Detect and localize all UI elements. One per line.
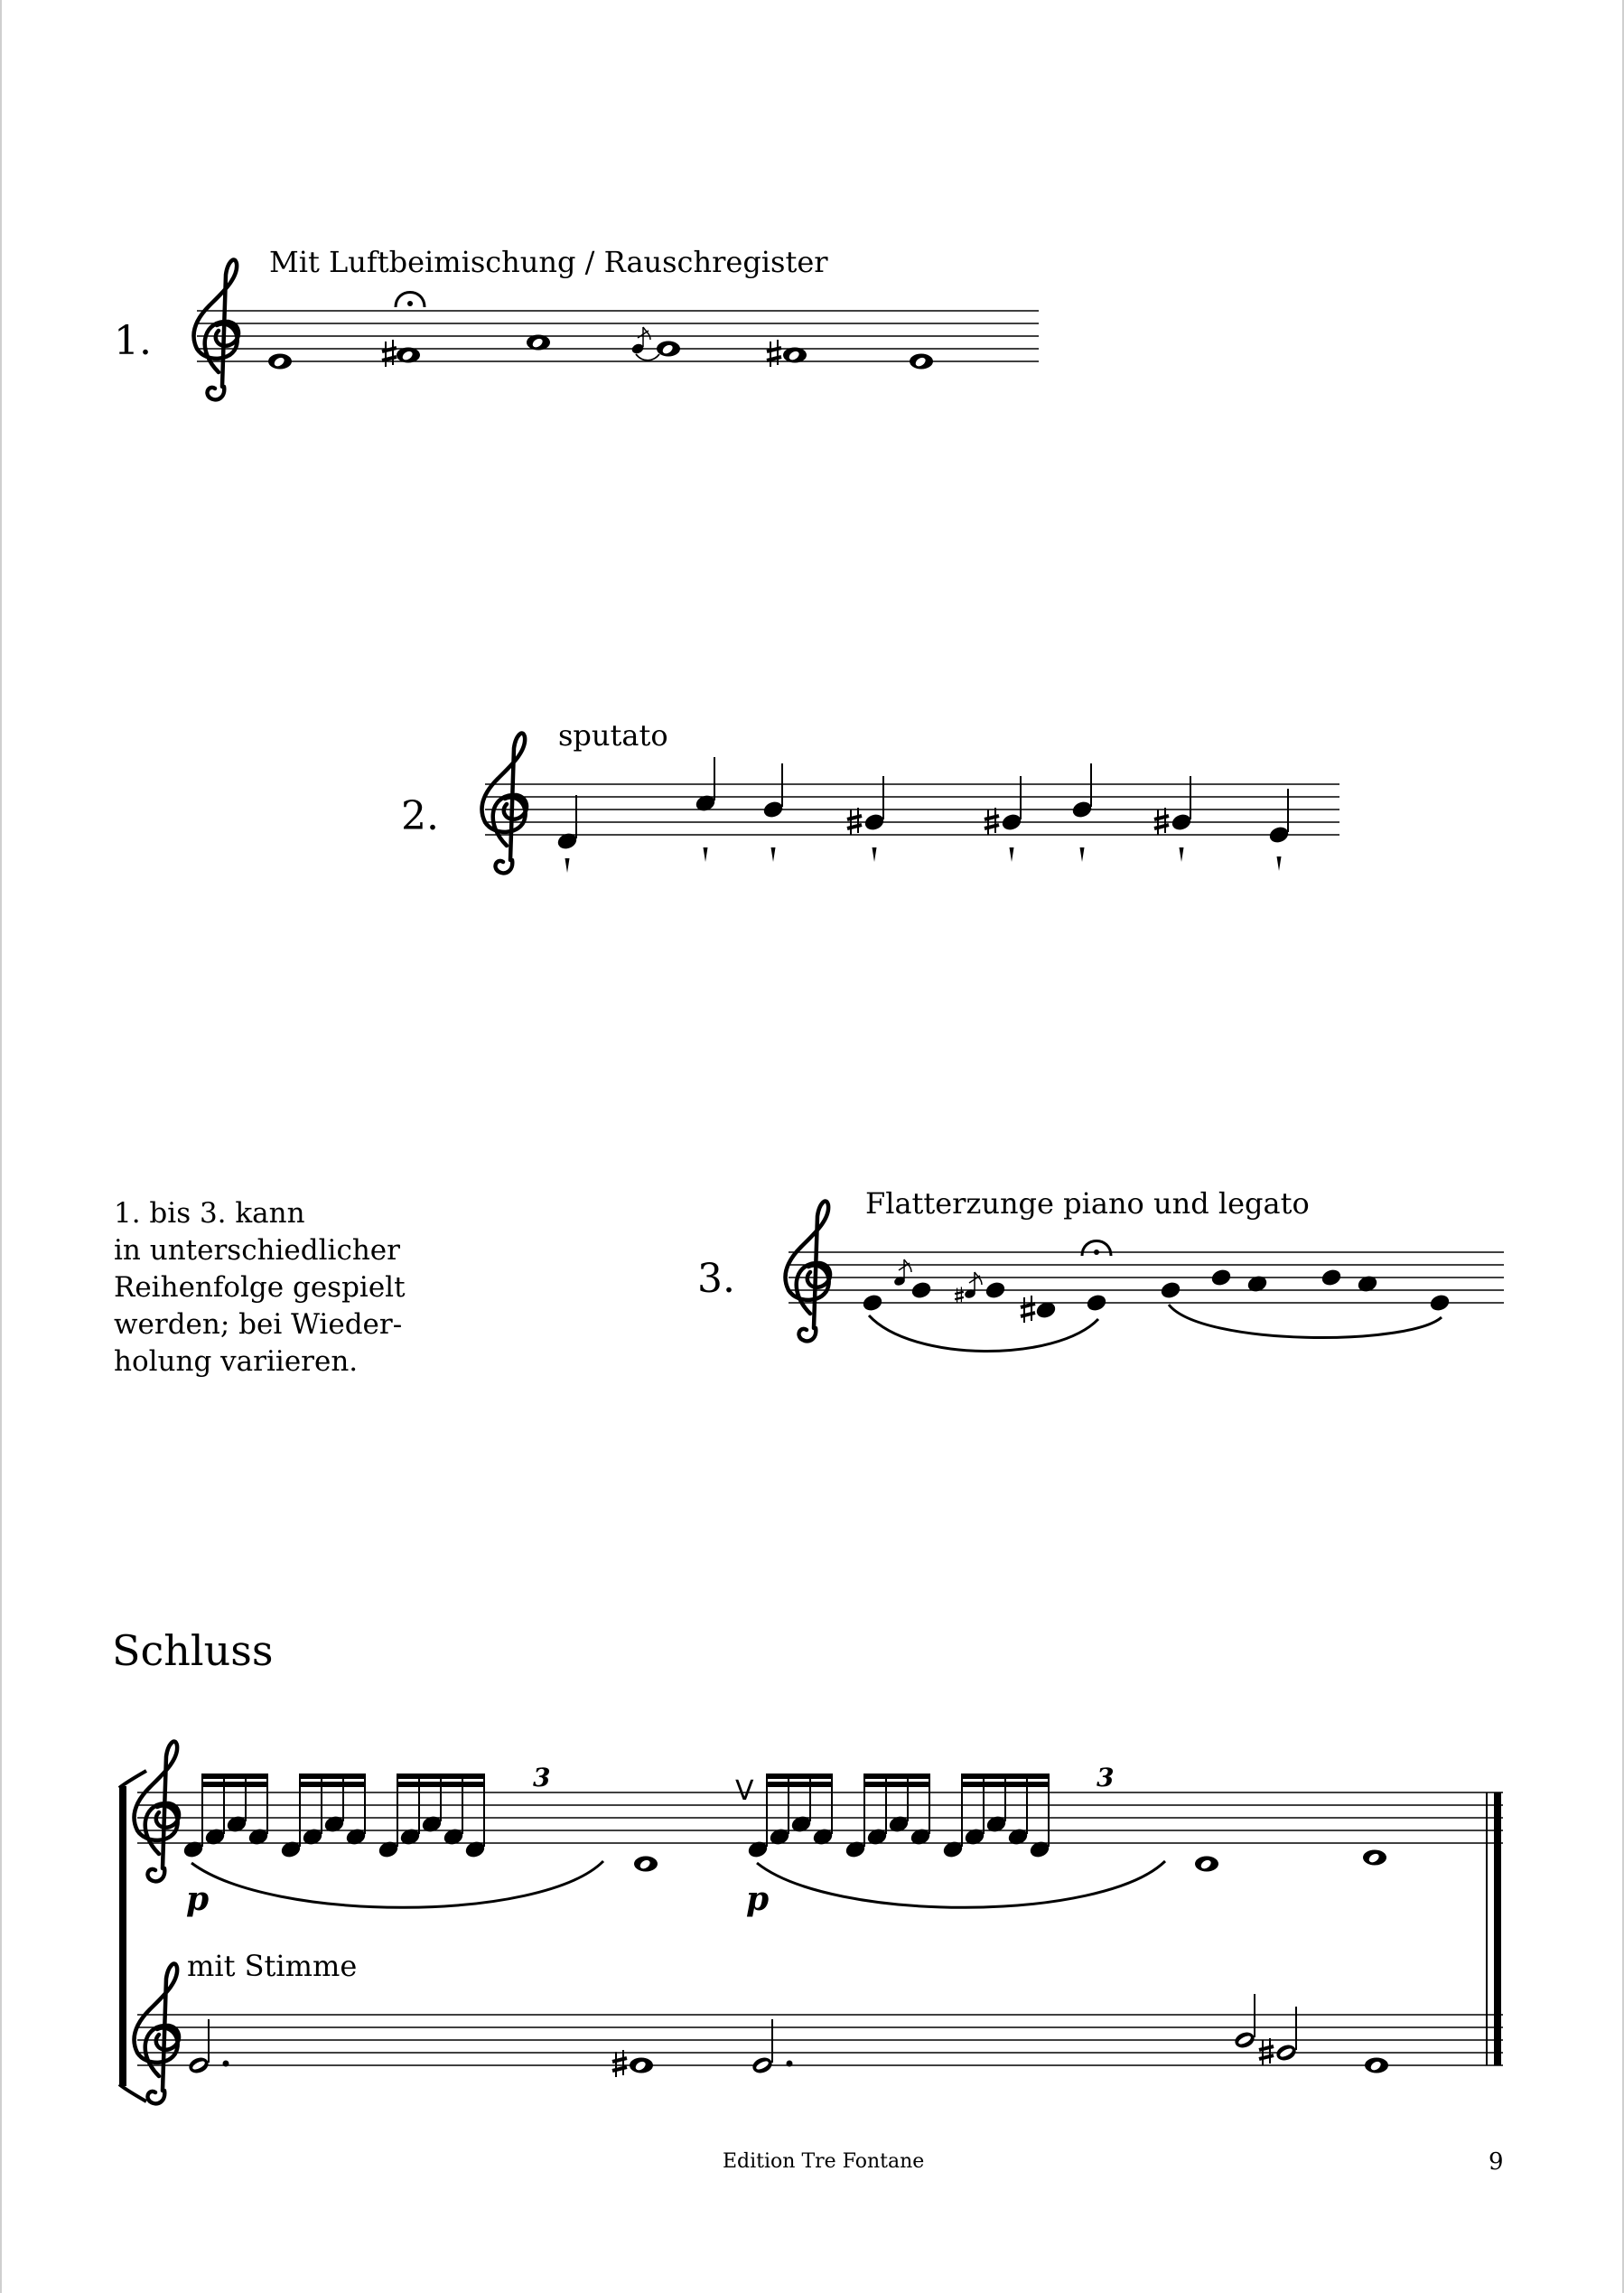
sixteenth-note bbox=[865, 1827, 888, 1848]
sixteenth-note bbox=[344, 1827, 367, 1848]
note bbox=[397, 348, 420, 363]
fermata bbox=[396, 293, 425, 308]
sixteenth-note bbox=[377, 1839, 399, 1860]
note bbox=[630, 2058, 653, 2073]
beam bbox=[299, 1782, 366, 1787]
note bbox=[984, 1280, 1006, 1301]
grace-note bbox=[955, 1272, 982, 1303]
note bbox=[1209, 1268, 1232, 1288]
note bbox=[847, 776, 886, 862]
exercise-1-number: 1. bbox=[114, 318, 152, 364]
note bbox=[1428, 1293, 1451, 1314]
note bbox=[910, 354, 933, 370]
tuplet-number: 3 bbox=[1097, 1763, 1115, 1792]
slur bbox=[869, 1315, 1098, 1352]
treble-clef bbox=[785, 1202, 830, 1342]
sixteenth-note bbox=[301, 1827, 323, 1848]
treble-clef bbox=[134, 1742, 179, 1882]
note bbox=[1246, 1274, 1268, 1295]
page-number: 9 bbox=[1489, 2148, 1504, 2176]
note bbox=[1267, 789, 1290, 871]
slur bbox=[757, 1861, 1165, 1907]
dynamic-marking: p bbox=[186, 1880, 210, 1918]
sixteenth-note bbox=[322, 1814, 345, 1835]
sixteenth-note bbox=[420, 1814, 443, 1835]
sixteenth-groups bbox=[182, 1774, 1050, 1859]
beam bbox=[766, 1782, 833, 1787]
performance-note-line: in unterschiedlicher bbox=[114, 1234, 400, 1267]
dynamic-marking: p bbox=[746, 1880, 770, 1918]
note bbox=[634, 1857, 658, 1872]
exercise-3-direction: Flatterzunge piano und legato bbox=[865, 1186, 1310, 1221]
beam bbox=[397, 1782, 485, 1787]
sixteenth-note bbox=[768, 1827, 790, 1848]
sixteenth-note bbox=[225, 1814, 247, 1835]
note bbox=[1154, 776, 1193, 862]
publisher-footer: Edition Tre Fontane bbox=[723, 2150, 925, 2173]
sharp-accidental bbox=[612, 2050, 627, 2077]
treble-clef bbox=[134, 1964, 179, 2104]
sixteenth-note bbox=[203, 1827, 226, 1848]
beam bbox=[397, 1774, 485, 1779]
note bbox=[783, 348, 807, 363]
note bbox=[1159, 1280, 1181, 1301]
note bbox=[555, 795, 578, 873]
performance-note-line: werden; bei Wieder- bbox=[114, 1308, 403, 1341]
note bbox=[985, 776, 1023, 862]
sixteenth-note bbox=[247, 1827, 269, 1848]
performance-note-line: holung variieren. bbox=[114, 1345, 359, 1378]
note bbox=[1085, 1293, 1107, 1314]
sixteenth-note bbox=[887, 1814, 910, 1835]
beam bbox=[299, 1774, 366, 1779]
note bbox=[268, 354, 292, 370]
note bbox=[910, 1280, 932, 1301]
exercise-2-direction: sputato bbox=[558, 718, 668, 753]
slur bbox=[191, 1861, 603, 1907]
system-bracket bbox=[119, 1786, 126, 2086]
note bbox=[861, 1293, 883, 1314]
note bbox=[1356, 1274, 1378, 1295]
grace-note bbox=[893, 1259, 911, 1287]
treble-clef bbox=[193, 260, 238, 400]
grace-note bbox=[630, 327, 659, 360]
sixteenth-note bbox=[909, 1827, 931, 1848]
staff-exercise-3 bbox=[785, 1202, 1504, 1352]
beam bbox=[863, 1774, 930, 1779]
sixteenth-note bbox=[1028, 1839, 1050, 1860]
sixteenth-note bbox=[279, 1839, 302, 1860]
note bbox=[1195, 1857, 1218, 1872]
note bbox=[1363, 1850, 1386, 1866]
note bbox=[1070, 763, 1093, 862]
sixteenth-note bbox=[844, 1839, 866, 1860]
note bbox=[1320, 1268, 1342, 1288]
sixteenth-note bbox=[398, 1827, 421, 1848]
performance-note-line: 1. bis 3. kann bbox=[114, 1197, 305, 1230]
sharp-accidental bbox=[767, 340, 781, 367]
exercise-3-number: 3. bbox=[697, 1256, 735, 1302]
beam bbox=[201, 1782, 268, 1787]
fermata bbox=[1082, 1241, 1111, 1257]
staff-exercise-1 bbox=[193, 260, 1039, 400]
note bbox=[657, 342, 680, 357]
beam bbox=[766, 1774, 833, 1779]
sixteenth-note bbox=[442, 1827, 464, 1848]
sixteenth-note bbox=[811, 1827, 834, 1848]
sixteenth-note bbox=[1006, 1827, 1029, 1848]
sixteenth-note bbox=[963, 1827, 985, 1848]
sixteenth-note bbox=[789, 1814, 812, 1835]
sixteenth-note bbox=[746, 1839, 769, 1860]
note bbox=[1233, 1994, 1256, 2051]
treble-clef bbox=[481, 734, 527, 874]
voice-label: mit Stimme bbox=[187, 1949, 358, 1983]
sharp-accidental bbox=[382, 340, 397, 367]
section-heading: Schluss bbox=[112, 1626, 274, 1675]
sharp-accidental bbox=[1021, 1296, 1035, 1323]
sixteenth-note bbox=[941, 1839, 964, 1860]
note bbox=[527, 335, 550, 351]
schluss-system bbox=[119, 1742, 1503, 2104]
sixteenth-note bbox=[985, 1814, 1007, 1835]
exercise-1-direction: Mit Luftbeimischung / Rauschregister bbox=[269, 245, 828, 279]
breath-mark: V bbox=[735, 1775, 754, 1807]
exercise-2-number: 2. bbox=[401, 793, 439, 839]
note bbox=[1365, 2058, 1388, 2073]
slur bbox=[1169, 1305, 1442, 1337]
final-barline bbox=[1494, 1792, 1501, 2065]
beam bbox=[961, 1774, 1050, 1779]
beam bbox=[863, 1782, 930, 1787]
performance-note-line: Reihenfolge gespielt bbox=[114, 1271, 406, 1304]
tuplet-number: 3 bbox=[533, 1763, 551, 1792]
note bbox=[761, 763, 784, 862]
sixteenth-note bbox=[182, 1839, 204, 1860]
sixteenth-note bbox=[463, 1839, 486, 1860]
beam bbox=[961, 1782, 1050, 1787]
staff-exercise-2 bbox=[481, 734, 1339, 874]
beam bbox=[201, 1774, 268, 1779]
